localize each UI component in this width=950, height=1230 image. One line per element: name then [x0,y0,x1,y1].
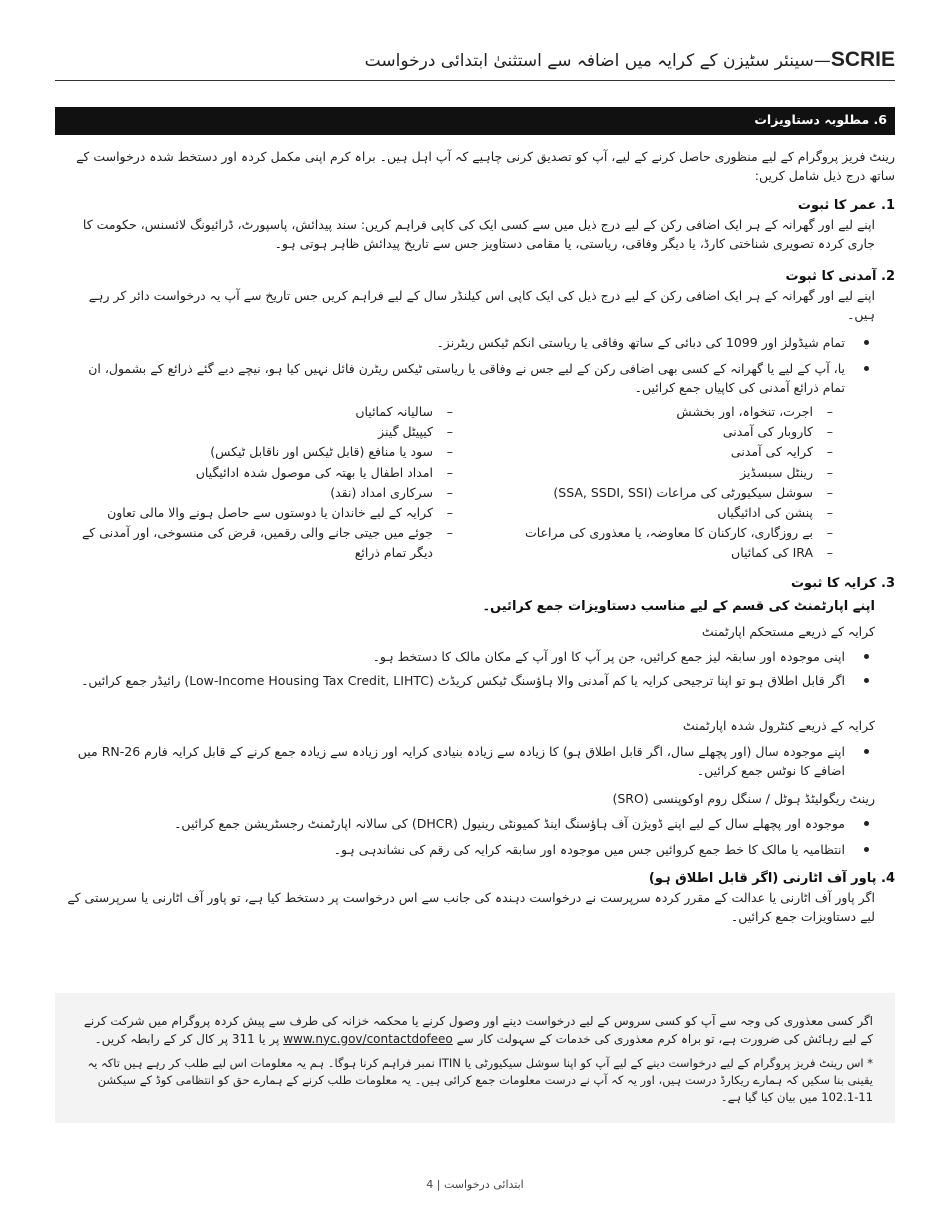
sro-label: رینٹ ریگولیٹڈ ہوٹل / سنگل روم اوکوپنسی (SRO) [612,791,875,806]
list-item: – کاروبار کی آمدنی [495,422,835,442]
list-item: – IRA کی کمائیاں [495,543,835,563]
list-item: – جوئے میں جیتی جانے والی رقمیں، قرض کی منسوخی، اور آمدنی کے دیگر تمام ذرائع [77,523,455,563]
sro-bullet-letter: انتظامیہ یا مالک کا خط جمع کروائیں جس میں موجودہ اور سابقہ کرایہ کی رقم کی نشاندہی ہو۔ [67,840,845,859]
section-header-bar [55,107,895,135]
list-item: – اجرت، تنخواہ، اور بخشش [495,402,835,422]
list-item: – کرایہ کے لیے خاندان یا دوستوں سے حاصل ہونے والا مالی تعاون [77,503,455,523]
list-item: – پنشن کی ادائیگیاں [495,503,835,523]
accessibility-text-start: اگر کسی معذوری کی وجہ سے آپ کو کسی سروس کے لیے درخواست دینے اور وصول کرنے یا محکمہ خزانہ کی طرف سے پیش کردہ پروگرام میں شرکت کرنے کے لیے رہائش کی ضرورت ہے، تو براہ کرم معذوری کی خدمات کے سہولت کار سے [83,1014,873,1046]
stabilized-bullet-lihtc: اگر قابل اطلاق ہو تو اپنا ترجیحی کرایہ یا کم آمدنی والا ہاؤسنگ ٹیکس کریڈٹ (Low-Income Housing Tax Credit, LIHTC) رائیڈر جمع کرائیں۔ [67,671,845,690]
page-footer: 4 | ابتدائی درخواست [426,1178,524,1191]
title-acronym: SCRIE [830,48,895,71]
list-item: – بے روزگاری، کارکنان کا معاوضہ، یا معذوری کی مراعات [495,523,835,543]
item2-heading: 2. آمدنی کا ثبوت [785,269,895,284]
list-item: – سرکاری امداد (نقد) [77,483,455,503]
item1-heading: 1. عمر کا ثبوت [797,198,895,213]
list-item: – سالیانہ کمائیاں [77,402,455,422]
list-item: – سود یا منافع (قابل ٹیکس اور ناقابل ٹیکس) [77,442,455,462]
item2-bullet-other-sources: یا، آپ کے لیے یا گھرانہ کے کسی بھی اضافی رکن کے لیے جس نے وفاقی یا ریاستی ٹیکس ریٹرن فائل نہیں کیا ہو، نیچے دیے گئے ذرائع کے بشمول، ان تمام ذرائع آمدنی کی کاپیاں جمع کرائیں۔ [67,359,845,397]
header-divider [55,80,895,81]
item1-text: اپنے لیے اور گھرانہ کے ہر ایک اضافی رکن کے لیے درج ذیل میں سے کسی ایک کی کاپی فراہم کریں: سند پیدائش، پاسپورٹ، ڈرائیونگ لائسنس، حکومت کا جاری کردہ تصویری شناختی کارڈ، یا دیگر وفاقی، ریاستی، یا مقامی دستاویز جس سے تاریخ پیدائش ظاہر ہوتی ہو۔ [82,217,875,251]
list-item: – امداد اطفال یا بھتہ کی موصول شدہ ادائیگیاں [77,463,455,483]
list-item: – سوشل سیکیورٹی کی مراعات (SSA, SSDI, SSI) [495,483,835,503]
intro-paragraph: رینٹ فریز پروگرام کے لیے منظوری حاصل کرنے کے لیے، آپ کو تصدیق کرنی چاہیے کہ آپ اہل ہیں۔ براہ کرم اپنی مکمل کردہ اور دستخط شدہ درخواست کے ساتھ درج ذیل شامل کریں: [76,149,895,183]
item4-heading: 4. پاور آف اٹارنی (اگر قابل اطلاق ہو) [648,871,895,886]
accessibility-paragraph [77,1013,873,1048]
title-text: —سینئر سٹیزن کے کرایہ میں اضافہ سے استثنیٰ ابتدائی درخواست [364,51,831,71]
ssn-notice-paragraph: * اس رینٹ فریز پروگرام کے لیے درخواست دینے کے لیے آپ کو اپنا سوشل سیکیورٹی یا ITIN نمبر فراہم کرنا ہوگا۔ ہم یہ معلومات اس لیے طلب کر رہے ہیں تاکہ یہ یقینی بنا سکیں کہ ہمارے ریکارڈ درست ہیں، اور یہ کہ آپ نے درست معلومات جمع کرائی ہیں۔ یہ معلومات طلب کرنے کے ہمارے حق کو انتظامی کوڈ کے سیکشن 11-102.1 میں بیان کیا گیا ہے۔ [87,1056,873,1104]
item2-text: اپنے لیے اور گھرانہ کے ہر ایک اضافی رکن کے لیے درج ذیل کی ایک کاپی اس کیلنڈر سال کے لیے فراہم کریں جس تاریخ سے آپ یہ درخواست دائر کر رہے ہیں۔ [88,288,875,322]
list-item: – رینٹل سبسڈیز [495,463,835,483]
stabilized-bullet-lease: اپنی موجودہ اور سابقہ لیز جمع کرائیں، جن پر آپ کا اور آپ کے مکان مالک کا دستخط ہو۔ [67,647,845,666]
item4-text: اگر پاور آف اٹارنی یا عدالت کے مقرر کردہ سرپرست نے درخواست دہندہ کی جانب سے اس درخواست پر دستخط کیا ہے، تو پاور آف اٹارنی یا سرپرستی کے لیے دستاویزات جمع کرائیں۔ [67,890,875,924]
item3-subheading: اپنے اپارٹمنٹ کی قسم کے لیے مناسب دستاویزات جمع کرائیں۔ [482,599,875,614]
contact-link[interactable]: www.nyc.gov/contactdofeeo [283,1031,453,1046]
controlled-bullet-rn26: اپنے موجودہ سال (اور پچھلے سال، اگر قابل اطلاق ہو) کا زیادہ سے زیادہ بنیادی کرایہ اور زیادہ سے زیادہ جمع کرنے کے قابل کرایہ فارم RN-26 میں اضافے کا نوٹس جمع کرائیں۔ [67,742,845,780]
income-sources-left-list [77,402,455,564]
income-sources-right-list [495,402,835,564]
rent-controlled-label: کرایہ کے ذریعے کنٹرول شدہ اپارٹمنٹ [682,718,875,733]
item2-bullet-tax-returns: تمام شیڈولز اور 1099 کی دبائی کے ساتھ وفاقی یا ریاستی انکم ٹیکس ریٹرنز۔ [67,333,845,352]
sro-bullet-dhcr: موجودہ اور پچھلے سال کے لیے اپنے ڈویژن آف ہاؤسنگ اینڈ کمیونٹی رینیول (DHCR) کی سالانہ اپارٹمنٹ رجسٹریشن جمع کرائیں۔ [67,814,845,833]
accessibility-info-box [55,993,895,1123]
section-title: 6. مطلوبہ دستاویزات [754,112,887,127]
rent-stabilized-label: کرایہ کے ذریعے مستحکم اپارٹمنٹ [701,624,875,639]
list-item: – کیپیٹل گینز [77,422,455,442]
list-item: – کرایہ کی آمدنی [495,442,835,462]
accessibility-text-end: پر یا 311 پر کال کر کے رابطہ کریں۔ [94,1031,280,1046]
document-title [55,48,895,72]
item3-heading: 3. کرایہ کا ثبوت [790,576,895,591]
